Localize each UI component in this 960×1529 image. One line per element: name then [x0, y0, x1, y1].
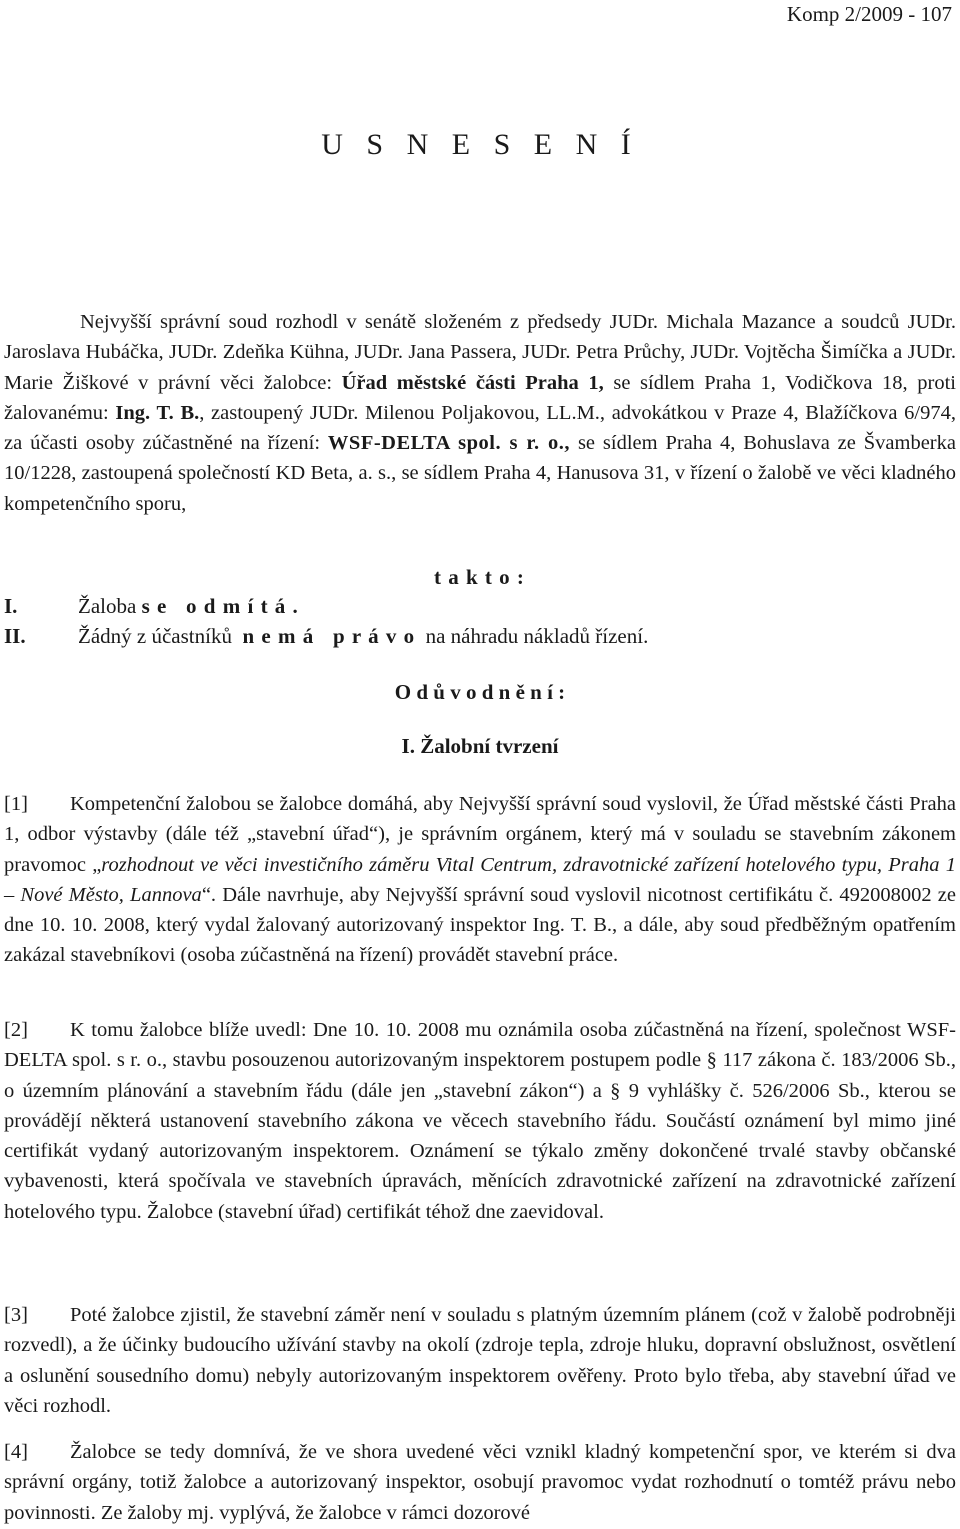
paragraph-3: [4, 1300, 956, 1421]
takto-heading: t a k t o :: [434, 565, 525, 589]
verdict-number: I.: [4, 594, 18, 618]
paragraph-text-cont: “. Dále navrhuje, aby Nejvyšší správní soud vyslovil nicotnost certifikátu č. 492008002 ze dne 10. 10. 2008, který vydal žalovaný autorizovaný inspektor Ing. T. B., a dále, aby soud předběžným opatřením zakázal stavebníkovi (osoba zúčastněná na řízení) provádět stavební práce.: [4, 883, 956, 967]
intro-text-3: , zastoupený JUDr. Milenou Poljakovou, LL.M., advokátkou v Praze 4, Blažíčkova 6/974, za účasti osoby zúčastněné na řízení:: [4, 401, 956, 455]
paragraph-text: K tomu žalobce blíže uvedl: Dne 10. 10. 2008 mu oznámila osoba zúčastněná na řízení, společnost WSF-DELTA spol. s r. o., stavbu posouzenou autorizovaným inspektorem postupem podle § 117 zákona č. 183/2006 Sb., o územním plánování a stavebním řádu (dále jen „stavební zákon“) a § 9 vyhlášky č. 526/2006 Sb., kterou se provádějí některá ustanovení stavebního zákona ve věcech stavebního řádu. Součástí oznámení byl mimo jiné certifikát vydaný autorizovaným inspektorem. Oznámení se týkalo změny dokončené trvalé stavby občanské vybavenosti, která spočívala ve stavebních úpravách, měnících zdravotnické zařízení na zdravotnické zařízení hotelového typu. Žalobce (stavební úřad) certifikát téhož dne zaevidoval.: [4, 1019, 956, 1223]
document-page: [4, 0, 956, 1529]
verdict-text-post: na náhradu nákladů řízení.: [415, 624, 649, 648]
third-party-name: WSF-DELTA spol. s r. o.,: [327, 432, 571, 455]
paragraph-2: [4, 1015, 956, 1227]
paragraph-text: Kompetenční žalobou se žalobce domáhá, aby Nejvyšší správní soud vyslovil, že Úřad městské části Praha 1, odbor výstavby (dále též „stavební úřad“), je správním orgánem, který má v souladu se stavebním zákonem pravomoc „: [4, 793, 956, 876]
defendant-name: Ing. T. B.: [115, 401, 200, 424]
plaintiff-name: Úřad městské části Praha 1,: [341, 371, 604, 394]
reasoning-heading: O d ů v o d n ě n í :: [394, 680, 566, 704]
quoted-project-name: rozhodnout ve věci investičního záměru Vital Centrum, zdravotnické zařízení hotelového typu, Praha 1 – Nové Město, Lannova: [4, 853, 956, 906]
paragraph-1: [4, 789, 956, 971]
verdict-2: [4, 621, 648, 651]
intro-text-4: se sídlem Praha 4, Bohuslava ze Švamberka 10/1228, zastoupená společností KD Beta, a. s., se sídlem Praha 4, Hanusova 31, v řízení o žalobě ve věci kladného kompetenčního sporu,: [4, 432, 956, 515]
verdict-decision: n e m á p r á v o: [242, 624, 416, 648]
paragraph-4: [4, 1437, 956, 1528]
paragraph-number: [4]: [4, 1441, 28, 1463]
paragraph-number: [2]: [4, 1019, 28, 1041]
verdict-text: Žádný z účastníků: [78, 624, 243, 648]
paragraph-text: Poté žalobce zjistil, že stavební záměr není v souladu s platným územním plánem (což v žalobě podrobněji rozvedl), a že účinky budoucího užívání stavby na okolí (zdroje tepla, zdroje hluku, dopravní obslužnost, osvětlení a oslunění sousedního domu) nebyly autorizovaným inspektorem ověřeny. Proto bylo třeba, aby stavební úřad ve věci rozhodl.: [4, 1304, 956, 1417]
verdict-text: Žaloba: [78, 594, 142, 618]
verdict-1: [4, 591, 299, 621]
verdict-decision: s e o d m í t á .: [141, 594, 299, 618]
section-heading: I. Žalobní tvrzení: [401, 734, 559, 758]
intro-text-1: Nejvyšší správní soud rozhodl v senátě složeném z předsedy JUDr. Michala Mazance a soudců JUDr. Jaroslava Hubáčka, JUDr. Zdeňka Kühna, JUDr. Jana Passera, JUDr. Petra Průchy, JUDr. Vojtěcha Šimíčka a JUDr. Marie Žiškové v právní věci žalobce:: [4, 311, 956, 394]
paragraph-text: Žalobce se tedy domnívá, že ve shora uvedené věci vznikl kladný kompetenční spor, ve kterém si dva správní orgány, totiž žalobce a autorizovaný inspektor, osobují pravomoc vydat rozhodnutí o tomtéž právu nebo povinnosti. Ze žaloby mj. vyplývá, že žalobce v rámci dozorové: [4, 1441, 956, 1524]
intro-text-2: se sídlem Praha 1, Vodičkova 18, proti žalovanému:: [4, 371, 956, 424]
verdict-number: II.: [4, 624, 26, 648]
document-title: U S N E S E N Í: [321, 128, 639, 161]
case-reference: Komp 2/2009 - 107: [786, 2, 952, 26]
paragraph-number: [1]: [4, 793, 28, 815]
intro-paragraph: [4, 307, 956, 519]
paragraph-number: [3]: [4, 1304, 28, 1326]
